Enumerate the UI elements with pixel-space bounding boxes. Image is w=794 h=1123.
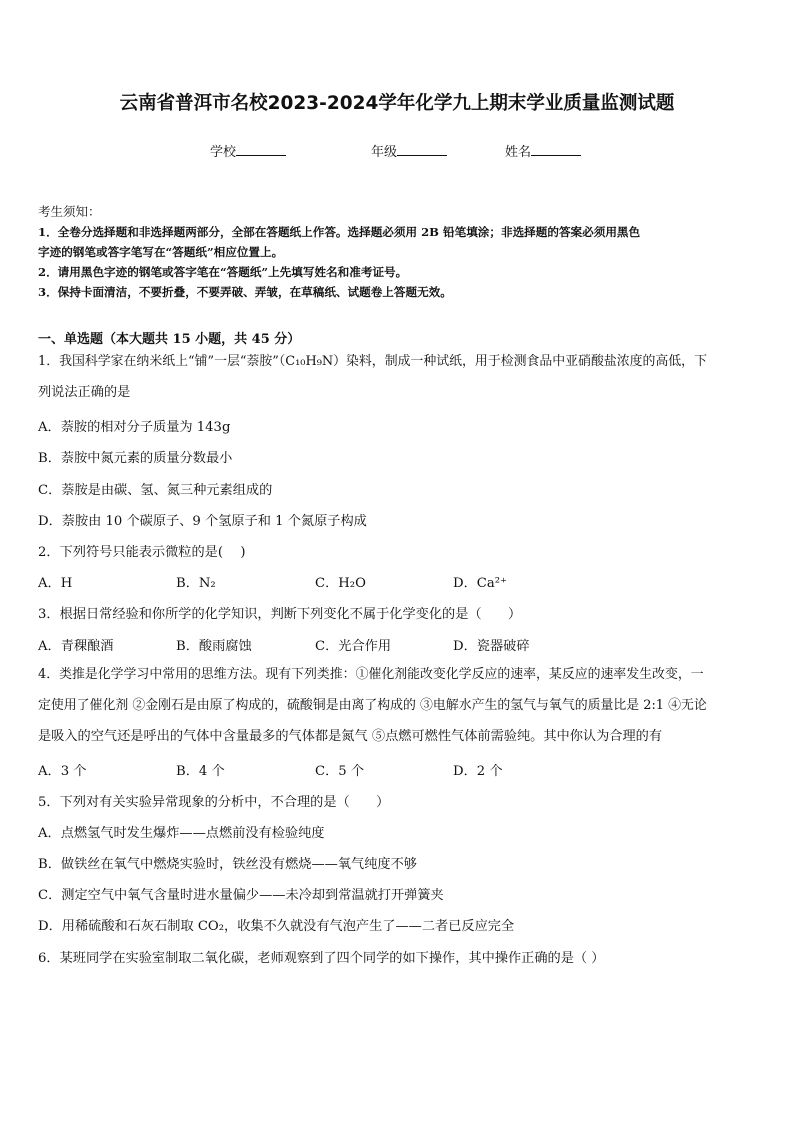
question-4-line-1: 4．类推是化学学习中常用的思维方法。现有下列类推：①催化剂能改变化学反应的速率，某反应的速率发生改变，一 — [38, 667, 704, 682]
section-heading: 一、单选题（本大题共 15 小题，共 45 分） — [38, 332, 301, 347]
question-2-option-d: D．Ca²⁺ — [453, 576, 507, 591]
question-1-option-a: A．萘胺的相对分子质量为 143g — [38, 420, 231, 435]
question-6-stem: 6．某班同学在实验室制取二氧化碳，老师观察到了四个同学的如下操作，其中操作正确的是（ ） — [38, 951, 605, 966]
notice-item-3: 3．保持卡面清洁，不要折叠，不要弄破、弄皱，在草稿纸、试题卷上答题无效。 — [38, 285, 452, 299]
question-5-option-c: C．测定空气中氧气含量时进水量偏少——未冷却到常温就打开弹簧夹 — [38, 888, 444, 903]
question-4-option-a: A．3 个 — [38, 764, 87, 779]
question-2-option-a: A．H — [38, 576, 73, 591]
question-2-stem: 2．下列符号只能表示微粒的是( ) — [38, 545, 246, 560]
question-5-option-d: D．用稀硫酸和石灰石制取 CO₂，收集不久就没有气泡产生了——二者已反应完全 — [38, 919, 515, 934]
question-4-line-2: 定使用了催化剂 ②金刚石是由原了构成的，硫酸铜是由离了构成的 ③电解水产生的氢气与氧气的质量比是 2:1 ④无论 — [38, 698, 707, 713]
question-4-option-c: C．5 个 — [315, 764, 365, 779]
question-2-option-c: C．H₂O — [315, 576, 366, 591]
question-5-stem: 5．下列对有关实验异常现象的分析中，不合理的是（ ） — [38, 795, 390, 810]
question-4-stem — [38, 659, 760, 752]
grade-blank — [397, 143, 447, 156]
school-blank — [236, 143, 286, 156]
school-field — [210, 141, 286, 160]
question-1-option-c: C．萘胺是由碳、氢、氮三种元素组成的 — [38, 483, 273, 498]
question-2-option-b: B．N₂ — [176, 576, 216, 591]
exam-notice — [38, 202, 758, 302]
notice-item-1-line-1: 1．全卷分选择题和非选择题两部分，全部在答题纸上作答。选择题必须用 2B 铅笔填涂；非选择题的答案必须用黑色 — [38, 225, 641, 239]
school-label: 学校 — [210, 145, 237, 160]
name-field — [505, 141, 581, 160]
question-4-option-b: B．4 个 — [176, 764, 225, 779]
question-1-option-b: B．萘胺中氮元素的质量分数最小 — [38, 451, 233, 466]
notice-item-2: 2．请用黑色字迹的钢笔或答字笔在“答题纸”上先填写姓名和准考证号。 — [38, 265, 408, 279]
page-title: 云南省普洱市名校2023-2024学年化学九上期末学业质量监测试题 — [119, 93, 675, 114]
question-1-line-2: 列说法正确的是 — [38, 385, 131, 400]
question-1-stem — [38, 346, 760, 408]
question-3-option-c: C．光合作用 — [315, 639, 392, 654]
grade-label: 年级 — [371, 145, 398, 160]
name-label: 姓名 — [505, 145, 532, 160]
question-1-line-1: 1．我国科学家在纳米纸上“铺”一层“萘胺”（C₁₀H₉N）染料，制成一种试纸，用于检测食品中亚硝酸盐浓度的高低，下 — [38, 354, 707, 369]
question-1-option-d: D．萘胺由 10 个碳原子、9 个氢原子和 1 个氮原子构成 — [38, 514, 367, 529]
question-5-option-b: B．做铁丝在氧气中燃烧实验时，铁丝没有燃烧——氧气纯度不够 — [38, 857, 417, 872]
notice-heading: 考生须知： — [38, 204, 101, 219]
question-4-line-3: 是吸入的空气还是呼出的气体中含量最多的气体都是氮气 ⑤点燃可燃性气体前需验纯。其中你认为合理的有 — [38, 729, 663, 744]
grade-field — [371, 141, 447, 160]
question-3-stem: 3．根据日常经验和你所学的化学知识，判断下列变化不属于化学变化的是（ ） — [38, 607, 522, 622]
question-4-option-d: D．2 个 — [453, 764, 503, 779]
question-5-option-a: A．点燃氢气时发生爆炸——点燃前没有检验纯度 — [38, 826, 325, 841]
notice-item-1-line-2: 字迹的钢笔或答字笔写在“答题纸”相应位置上。 — [38, 245, 284, 259]
question-3-option-a: A．青稞酿酒 — [38, 639, 114, 654]
question-3-option-d: D．瓷器破碎 — [453, 639, 530, 654]
question-3-option-b: B．酸雨腐蚀 — [176, 639, 252, 654]
name-blank — [531, 143, 581, 156]
